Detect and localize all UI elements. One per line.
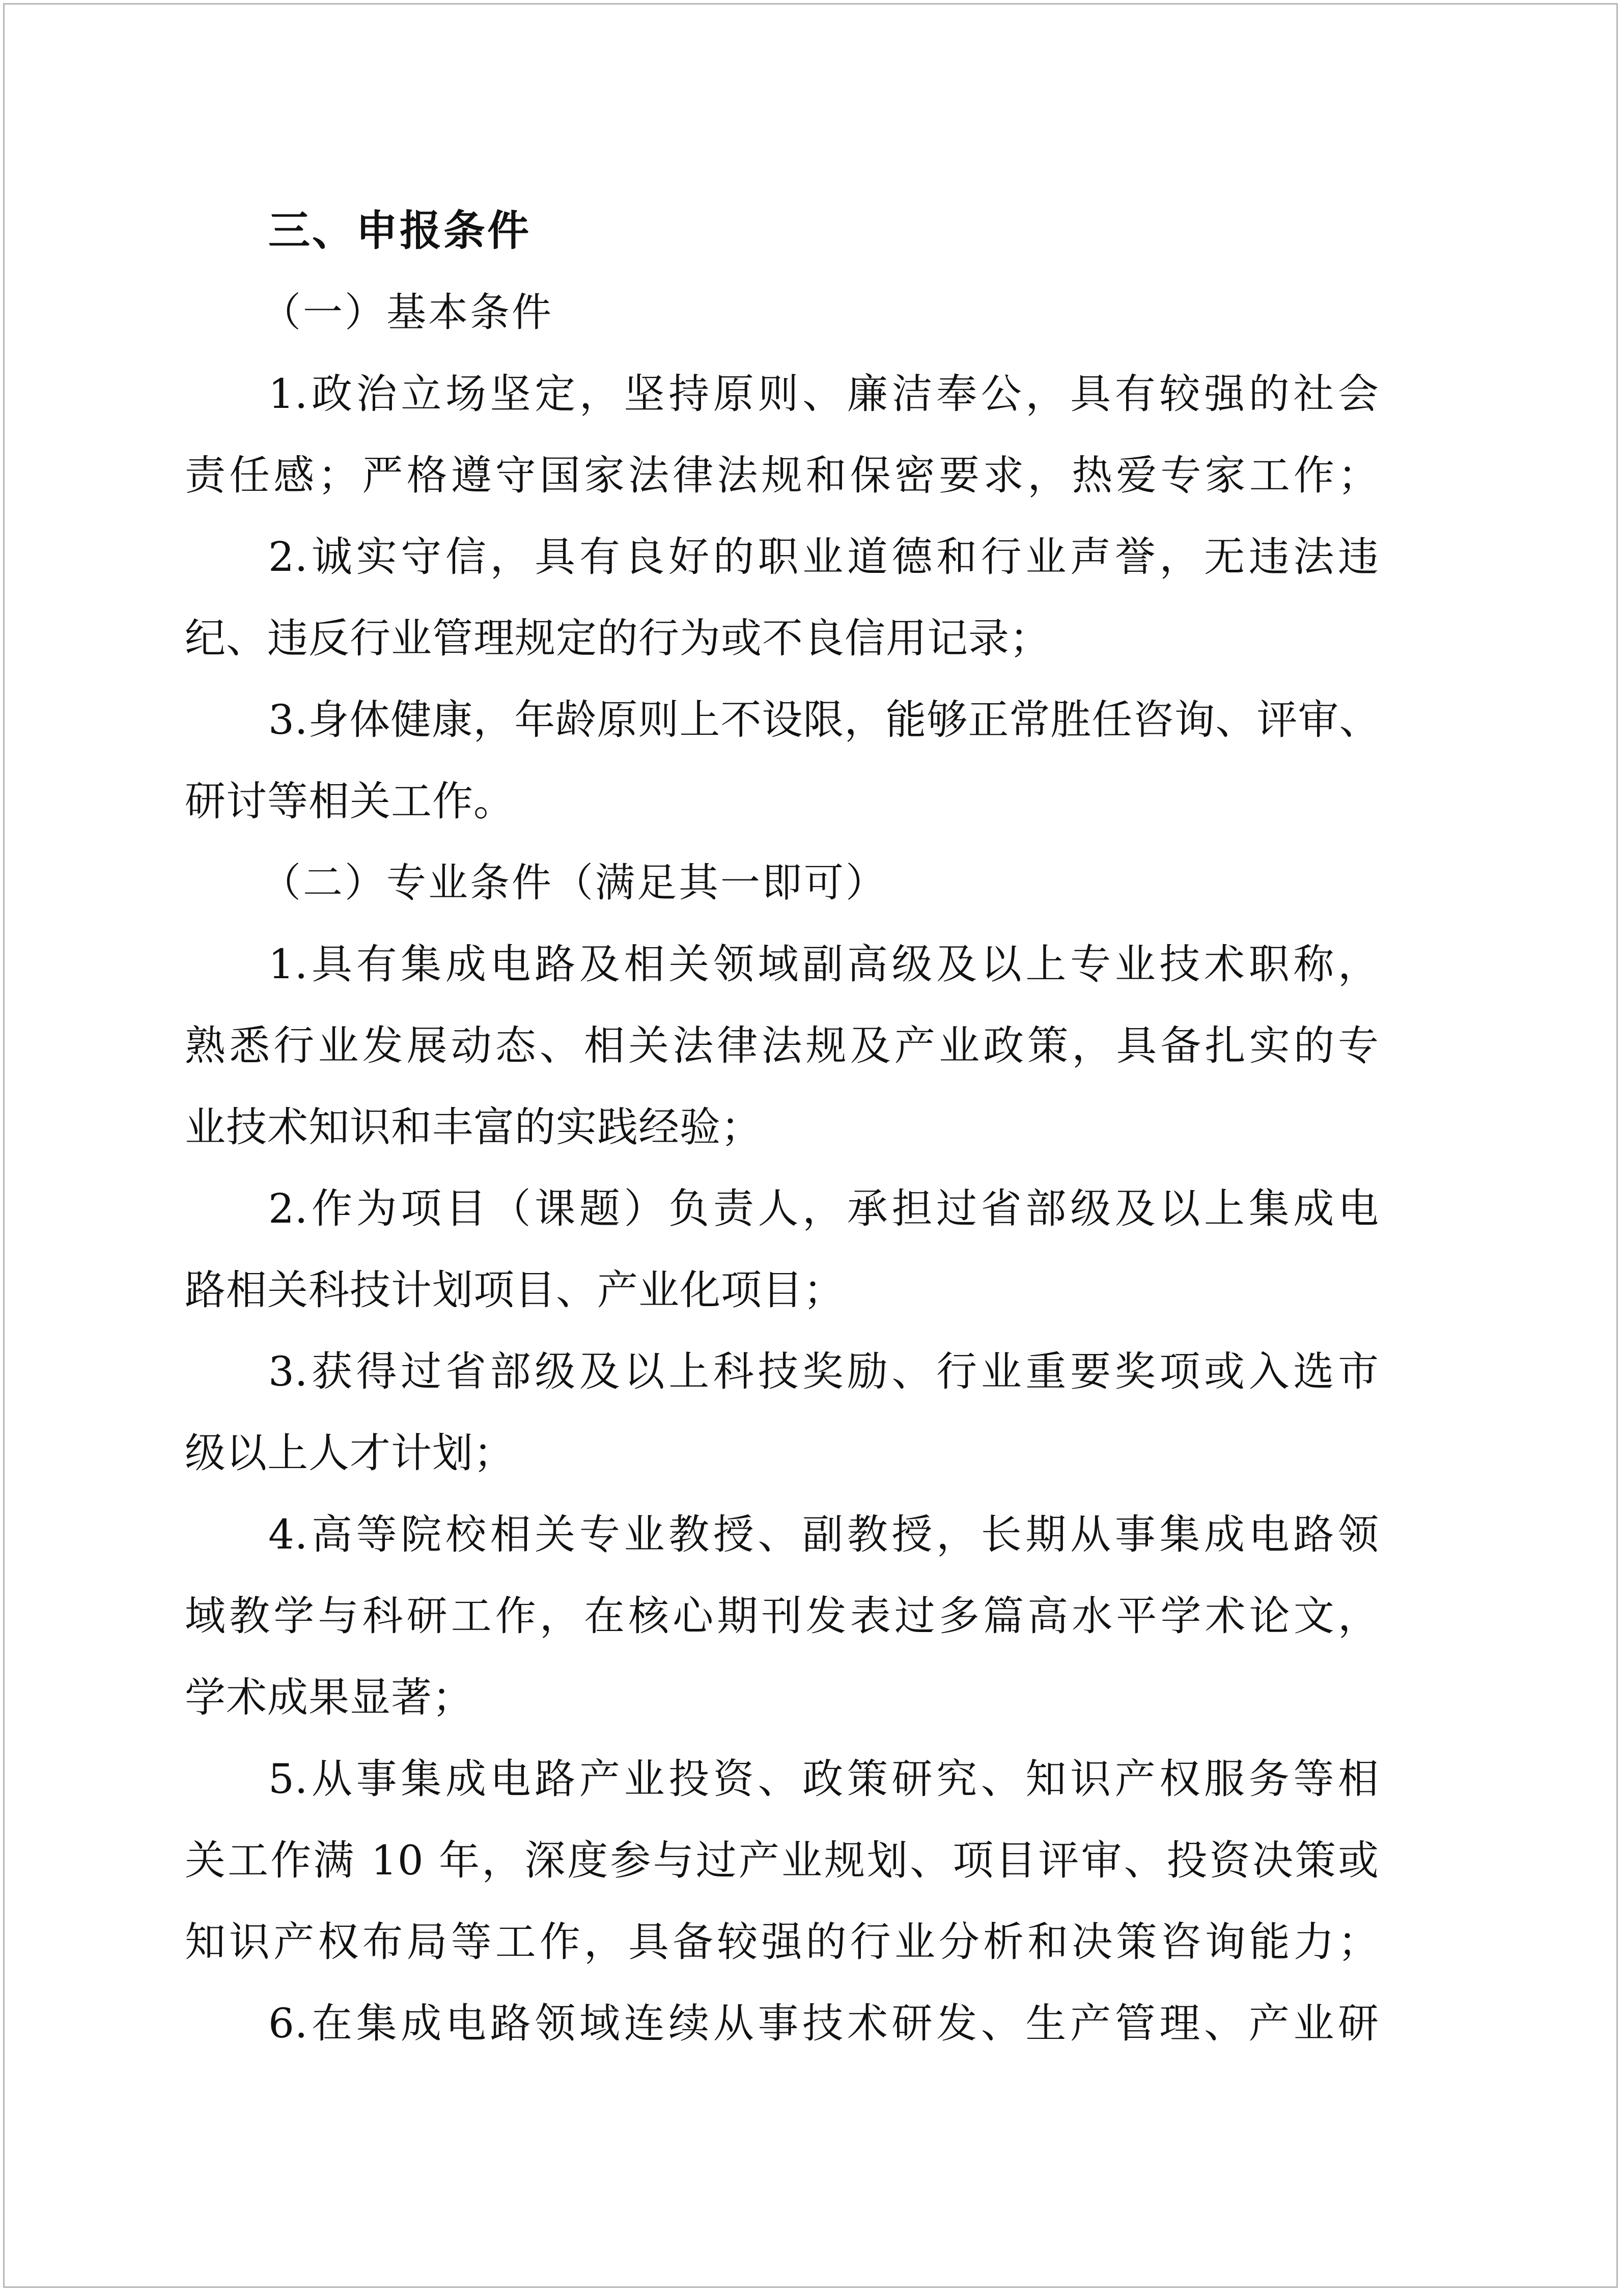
basic-item-1-line-2: 责任感；严格遵守国家法律法规和保密要求，热爱专家工作； bbox=[185, 452, 1379, 499]
basic-conditions-heading: （一）基本条件 bbox=[261, 290, 554, 336]
professional-item-4-line-1: 4.高等院校相关专业教授、副教授，长期从事集成电路领 bbox=[268, 1511, 1379, 1558]
professional-item-5-line-2: 关工作满 10 年，深度参与过产业规划、项目评审、投资决策或 bbox=[185, 1837, 1379, 1884]
basic-item-3-line-2: 研讨等相关工作。 bbox=[185, 778, 515, 825]
professional-item-1-line-3: 业技术知识和丰富的实践经验； bbox=[185, 1103, 762, 1151]
professional-item-6-line-1: 6.在集成电路领域连续从事技术研发、生产管理、产业研 bbox=[268, 2000, 1379, 2047]
basic-item-1-line-1: 1.政治立场坚定，坚持原则、廉洁奉公，具有较强的社会 bbox=[268, 370, 1379, 418]
professional-item-2-line-1: 2.作为项目（课题）负责人，承担过省部级及以上集成电 bbox=[268, 1185, 1379, 1232]
professional-item-4-line-2: 域教学与科研工作，在核心期刊发表过多篇高水平学术论文， bbox=[185, 1592, 1379, 1640]
basic-item-2-line-2: 纪、违反行业管理规定的行为或不良信用记录； bbox=[185, 615, 1051, 662]
section-heading: 三、申报条件 bbox=[268, 207, 531, 255]
professional-item-5-line-1: 5.从事集成电路产业投资、政策研究、知识产权服务等相 bbox=[268, 1755, 1379, 1803]
professional-conditions-heading: （二）专业条件（满足其一即可） bbox=[261, 860, 888, 906]
professional-item-3-line-1: 3.获得过省部级及以上科技奖励、行业重要奖项或入选市 bbox=[268, 1348, 1379, 1395]
basic-item-3-line-1: 3.身体健康，年龄原则上不设限，能够正常胜任咨询、评审、 bbox=[268, 696, 1381, 743]
professional-item-1-line-2: 熟悉行业发展动态、相关法律法规及产业政策，具备扎实的专 bbox=[185, 1022, 1379, 1069]
basic-item-2-line-1: 2.诚实守信，具有良好的职业道德和行业声誉，无违法违 bbox=[268, 533, 1379, 581]
professional-item-4-line-3: 学术成果显著； bbox=[185, 1674, 473, 1721]
professional-item-1-line-1: 1.具有集成电路及相关领域副高级及以上专业技术职称， bbox=[268, 941, 1379, 988]
document-page bbox=[3, 3, 1618, 2288]
professional-item-3-line-2: 级以上人才计划； bbox=[185, 1429, 515, 1477]
professional-item-5-line-3: 知识产权布局等工作，具备较强的行业分析和决策咨询能力； bbox=[185, 1918, 1379, 1966]
professional-item-2-line-2: 路相关科技计划项目、产业化项目； bbox=[185, 1266, 845, 1314]
